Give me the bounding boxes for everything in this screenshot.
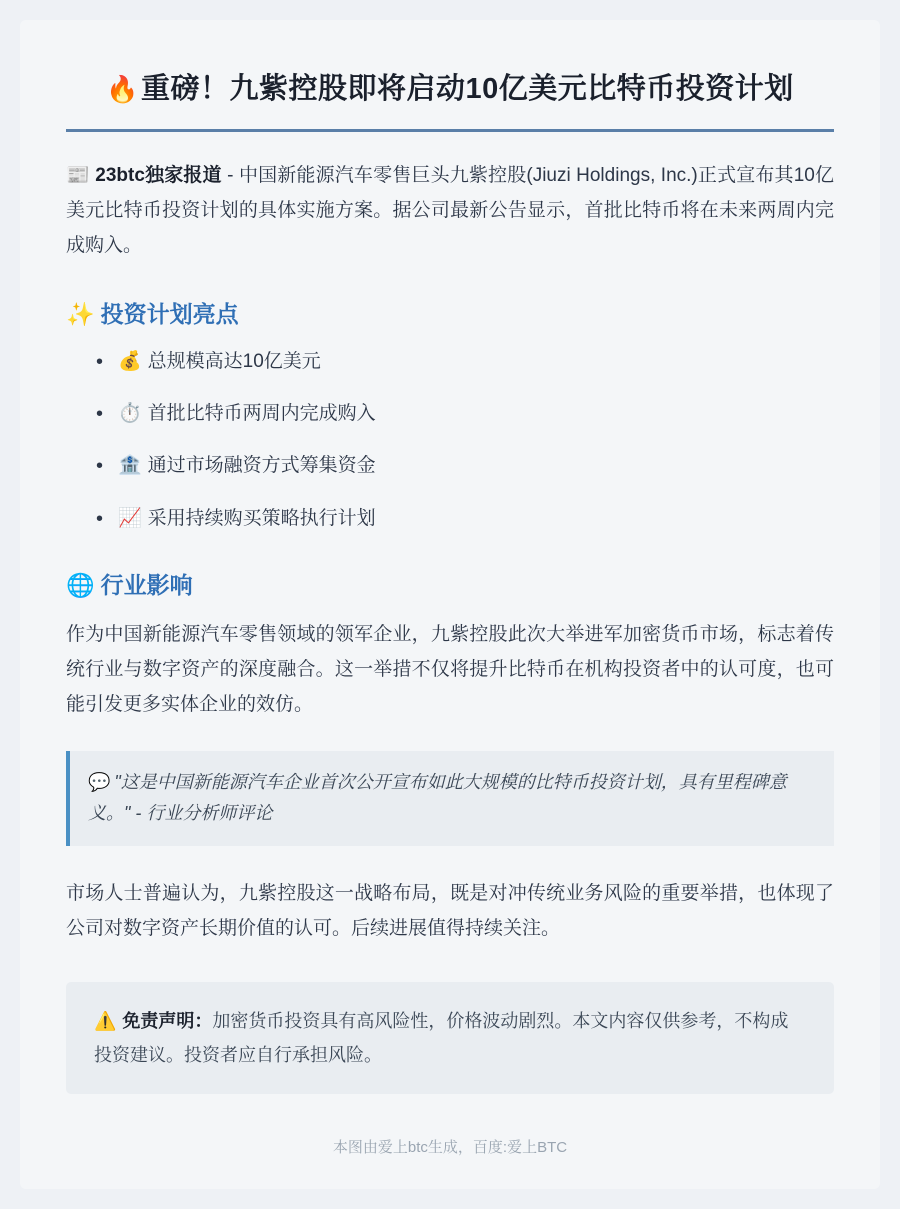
globe-icon: 🌐 [66,571,95,598]
fire-icon: 🔥 [106,74,140,104]
analyst-quote [66,751,834,846]
source-label: 23btc独家报道 [95,165,222,187]
disclaimer-box [66,982,834,1094]
list-item-text: 首批比特币两周内完成购入 [147,403,376,425]
closing-paragraph: 市场人士普遍认为，九紫控股这一战略布局，既是对冲传统业务风险的重要举措，也体现了公司对数字资产长期价值的认可。后续进展值得持续关注。 [66,882,834,939]
speech-balloon-icon: 💬 [88,771,111,792]
article-card [20,20,880,1189]
lede-text: 中国新能源汽车零售巨头九紫控股(Jiuzi Holdings, Inc.)正式宣布其10亿美元比特币投资计划的具体实施方案。据公司最新公告显示，首批比特币将在未来两周内完成购入。 [66,165,835,257]
list-item [118,398,834,430]
list-item-text: 采用持续购买策略执行计划 [147,507,376,529]
page-title [66,48,834,132]
lede-paragraph [66,158,834,263]
list-item [118,503,834,535]
lede-separator: - [221,165,239,187]
sparkles-icon: ✨ [66,300,95,327]
newspaper-icon: 📰 [66,165,90,187]
highlights-heading-text: 投资计划亮点 [100,300,239,327]
stopwatch-icon: ⏱️ [118,403,142,425]
highlights-heading [66,298,834,330]
analyst-quote-text: "这是中国新能源汽车企业首次公开宣布如此大规模的比特币投资计划，具有里程碑意义。" - 行业分析师评论 [88,771,787,824]
list-item [118,450,834,482]
disclaimer-label: 免责声明： [122,1010,213,1031]
list-item-text: 通过市场融资方式筹集资金 [147,455,376,477]
chart-increasing-icon: 📈 [118,507,142,529]
money-bag-icon: 💰 [118,350,142,372]
disclaimer-text: 加密货币投资具有高风险性，价格波动剧烈。本文内容仅供参考，不构成投资建议。投资者应自行承担风险。 [94,1010,789,1066]
impact-heading-text: 行业影响 [100,571,193,598]
footer-credit: 本图由爱上btc生成，百度:爱上BTC [332,1139,568,1157]
impact-heading [66,569,834,601]
impact-paragraph: 作为中国新能源汽车零售领域的领军企业，九紫控股此次大举进军加密货币市场，标志着传统行业与数字资产的深度融合。这一举措不仅将提升比特币在机构投资者中的认可度，也可能引发更多实体企业的效仿。 [66,624,834,716]
warning-icon: ⚠️ [94,1010,117,1031]
list-item [118,346,834,378]
highlights-list [66,346,834,535]
bank-icon: 🏦 [118,455,142,477]
page-title-text: 重磅！九紫控股即将启动10亿美元比特币投资计划 [141,73,794,105]
list-item-text: 总规模高达10亿美元 [147,350,321,372]
